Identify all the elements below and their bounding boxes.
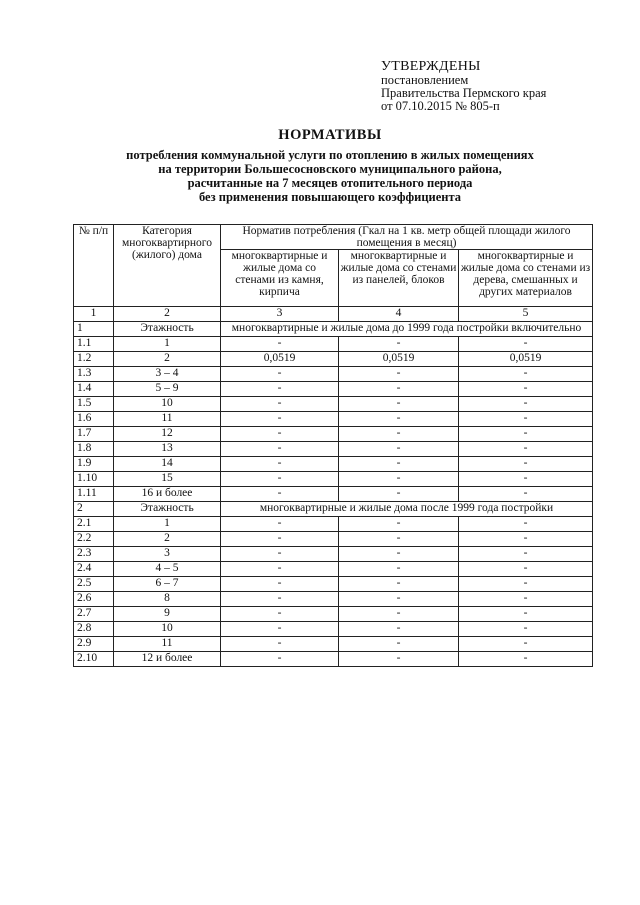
row-value: - <box>339 577 459 592</box>
row-category: 5 – 9 <box>114 382 221 397</box>
section-label: Этажность <box>114 502 221 517</box>
row-value: - <box>221 652 339 667</box>
row-value: - <box>339 607 459 622</box>
column-number: 5 <box>459 307 593 322</box>
row-value: - <box>459 592 593 607</box>
row-category: 3 <box>114 547 221 562</box>
section-label: Этажность <box>114 322 221 337</box>
row-value: - <box>339 547 459 562</box>
row-value: - <box>339 562 459 577</box>
table-row <box>74 397 593 412</box>
row-value: - <box>459 442 593 457</box>
row-number: 2.8 <box>74 622 114 637</box>
row-category: 9 <box>114 607 221 622</box>
approval-block <box>381 60 621 113</box>
approval-line: от 07.10.2015 № 805-п <box>381 99 500 113</box>
table-row <box>74 457 593 472</box>
row-category: 1 <box>114 517 221 532</box>
row-value: - <box>221 412 339 427</box>
row-value: - <box>221 532 339 547</box>
subheader-panel-block: многоквартирные и жилые дома со стенами из панелей, блоков <box>339 250 459 307</box>
norms-table <box>73 224 593 667</box>
section-row <box>74 502 593 517</box>
row-number: 1.3 <box>74 367 114 382</box>
row-value: - <box>459 472 593 487</box>
row-value: - <box>221 637 339 652</box>
row-value: - <box>339 337 459 352</box>
table-header-row <box>74 225 593 250</box>
row-value: - <box>459 382 593 397</box>
row-number: 1.6 <box>74 412 114 427</box>
row-category: 15 <box>114 472 221 487</box>
row-number: 2.4 <box>74 562 114 577</box>
row-value: - <box>339 427 459 442</box>
table-row <box>74 352 593 367</box>
row-value: - <box>459 397 593 412</box>
subheader-wood-mixed: многоквартирные и жилые дома со стенами из дерева, смешанных и других материалов <box>459 250 593 307</box>
row-value: - <box>221 457 339 472</box>
table-row <box>74 337 593 352</box>
row-category: 16 и более <box>114 487 221 502</box>
section-row <box>74 322 593 337</box>
row-category: 12 <box>114 427 221 442</box>
row-category: 13 <box>114 442 221 457</box>
row-category: 14 <box>114 457 221 472</box>
table-row <box>74 427 593 442</box>
row-number: 1.2 <box>74 352 114 367</box>
column-number: 4 <box>339 307 459 322</box>
row-number: 1.4 <box>74 382 114 397</box>
row-category: 1 <box>114 337 221 352</box>
row-number: 2.1 <box>74 517 114 532</box>
row-value: - <box>221 577 339 592</box>
heading-line: на территории Большесосновского муниципального района, <box>158 162 502 176</box>
row-value: - <box>459 517 593 532</box>
row-number: 1.11 <box>74 487 114 502</box>
row-value: - <box>459 367 593 382</box>
column-numbers-row <box>74 307 593 322</box>
row-value: - <box>221 562 339 577</box>
section-number: 2 <box>74 502 114 517</box>
row-value: 0,0519 <box>459 352 593 367</box>
row-value: - <box>459 337 593 352</box>
row-value: - <box>339 637 459 652</box>
table-row <box>74 382 593 397</box>
row-value: - <box>221 427 339 442</box>
row-value: - <box>339 367 459 382</box>
table-row <box>74 637 593 652</box>
row-value: - <box>339 652 459 667</box>
header-category: Категория многоквартирного (жилого) дома <box>114 225 221 307</box>
row-value: - <box>221 592 339 607</box>
header-norm: Норматив потребления (Гкал на 1 кв. метр общей площади жилого помещения в месяц) <box>221 225 593 250</box>
section-title: многоквартирные и жилые дома после 1999 года постройки <box>221 502 593 517</box>
row-category: 4 – 5 <box>114 562 221 577</box>
table-row <box>74 442 593 457</box>
table-row <box>74 592 593 607</box>
row-value: 0,0519 <box>339 352 459 367</box>
row-number: 2.3 <box>74 547 114 562</box>
row-value: - <box>459 547 593 562</box>
row-category: 2 <box>114 532 221 547</box>
row-number: 2.7 <box>74 607 114 622</box>
row-value: - <box>459 577 593 592</box>
row-value: - <box>221 517 339 532</box>
row-value: - <box>459 637 593 652</box>
row-value: - <box>339 412 459 427</box>
row-value: - <box>221 472 339 487</box>
section-number: 1 <box>74 322 114 337</box>
row-number: 2.5 <box>74 577 114 592</box>
row-value: - <box>221 367 339 382</box>
row-value: - <box>339 472 459 487</box>
table-row <box>74 562 593 577</box>
row-value: - <box>221 547 339 562</box>
row-value: - <box>459 427 593 442</box>
row-value: - <box>339 532 459 547</box>
approval-line: постановлением <box>381 73 469 87</box>
table-row <box>74 472 593 487</box>
table-row <box>74 577 593 592</box>
row-value: - <box>459 487 593 502</box>
row-value: - <box>339 382 459 397</box>
row-number: 2.9 <box>74 637 114 652</box>
table-row <box>74 367 593 382</box>
table-row <box>74 412 593 427</box>
row-number: 1.1 <box>74 337 114 352</box>
row-value: - <box>339 397 459 412</box>
row-value: - <box>339 457 459 472</box>
document-title: НОРМАТИВЫ <box>278 127 382 143</box>
column-number: 1 <box>74 307 114 322</box>
row-number: 2.2 <box>74 532 114 547</box>
table-row <box>74 517 593 532</box>
row-value: - <box>459 457 593 472</box>
table-row <box>74 487 593 502</box>
row-number: 1.8 <box>74 442 114 457</box>
row-category: 2 <box>114 352 221 367</box>
row-value: - <box>339 622 459 637</box>
row-value: - <box>459 607 593 622</box>
column-number: 3 <box>221 307 339 322</box>
row-value: 0,0519 <box>221 352 339 367</box>
header-number: № п/п <box>74 225 114 307</box>
row-value: - <box>459 652 593 667</box>
row-value: - <box>459 622 593 637</box>
row-category: 10 <box>114 397 221 412</box>
section-title: многоквартирные и жилые дома до 1999 года постройки включительно <box>221 322 593 337</box>
row-value: - <box>339 442 459 457</box>
row-value: - <box>221 442 339 457</box>
heading-line: потребления коммунальной услуги по отоплению в жилых помещениях <box>126 148 534 162</box>
table-row <box>74 532 593 547</box>
row-category: 12 и более <box>114 652 221 667</box>
row-number: 1.9 <box>74 457 114 472</box>
row-value: - <box>221 337 339 352</box>
row-value: - <box>459 532 593 547</box>
document-heading <box>70 128 590 204</box>
row-number: 2.10 <box>74 652 114 667</box>
row-value: - <box>339 487 459 502</box>
table-row <box>74 652 593 667</box>
heading-line: без применения повышающего коэффициента <box>198 190 462 204</box>
approval-title: УТВЕРЖДЕНЫ <box>381 59 481 74</box>
row-value: - <box>339 517 459 532</box>
row-value: - <box>459 562 593 577</box>
row-value: - <box>221 397 339 412</box>
row-value: - <box>221 607 339 622</box>
table-row <box>74 607 593 622</box>
row-value: - <box>459 412 593 427</box>
row-category: 3 – 4 <box>114 367 221 382</box>
row-value: - <box>221 382 339 397</box>
table-row <box>74 547 593 562</box>
row-value: - <box>221 622 339 637</box>
row-category: 10 <box>114 622 221 637</box>
row-category: 6 – 7 <box>114 577 221 592</box>
heading-line: расчитанные на 7 месяцев отопительного периода <box>187 176 473 190</box>
row-number: 1.7 <box>74 427 114 442</box>
row-value: - <box>339 592 459 607</box>
row-category: 11 <box>114 412 221 427</box>
table-row <box>74 622 593 637</box>
row-number: 1.10 <box>74 472 114 487</box>
row-category: 8 <box>114 592 221 607</box>
column-number: 2 <box>114 307 221 322</box>
subheader-stone-brick: многоквартирные и жилые дома со стенами из камня, кирпича <box>221 250 339 307</box>
approval-line: Правительства Пермского края <box>381 86 547 100</box>
row-number: 2.6 <box>74 592 114 607</box>
row-category: 11 <box>114 637 221 652</box>
row-number: 1.5 <box>74 397 114 412</box>
row-value: - <box>221 487 339 502</box>
